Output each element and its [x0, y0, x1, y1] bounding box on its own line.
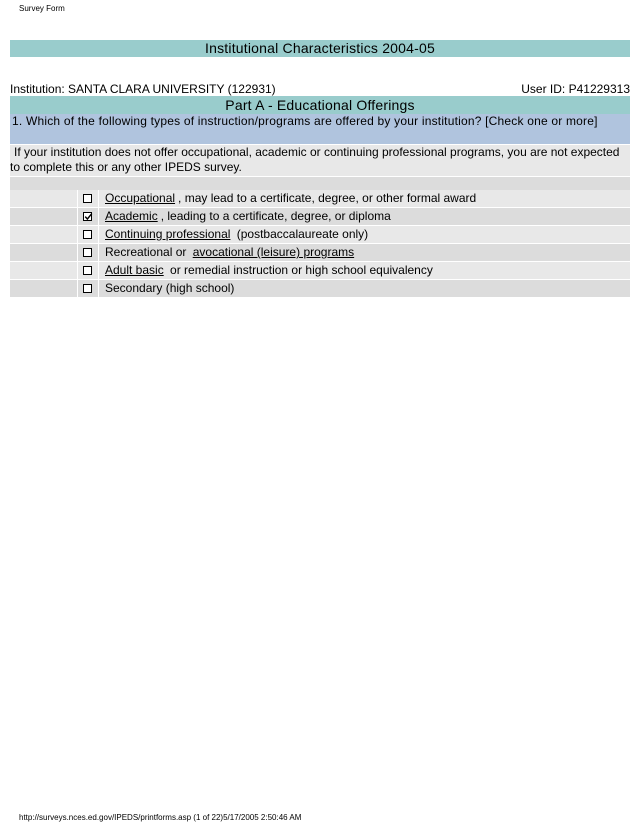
option-row-occupational — [10, 190, 630, 207]
academic-link[interactable]: Academic — [105, 209, 158, 223]
option-row-secondary — [10, 280, 630, 297]
option-text: Secondary (high school) — [105, 281, 235, 295]
checkbox-recreational[interactable] — [83, 248, 92, 257]
option-row-academic — [10, 208, 630, 225]
option-row-continuing-professional — [10, 226, 630, 243]
footer-url: http://surveys.nces.ed.gov/IPEDS/printforms.asp (1 of 22)5/17/2005 2:50:46 AM — [19, 813, 302, 822]
checkbox-occupational[interactable] — [83, 194, 92, 203]
spacer-row — [10, 177, 630, 190]
option-row-recreational — [10, 244, 630, 261]
option-text: Recreational or — [105, 245, 190, 259]
option-text: , may lead to a certificate, degree, or other formal award — [178, 191, 477, 205]
continuing-professional-link[interactable]: Continuing professional — [105, 227, 231, 241]
option-text: , leading to a certificate, degree, or diploma — [160, 209, 391, 223]
survey-note — [10, 145, 630, 176]
checkbox-continuing-professional[interactable] — [83, 230, 92, 239]
checkbox-academic[interactable] — [83, 212, 92, 221]
checkbox-adult-basic[interactable] — [83, 266, 92, 275]
question-text — [10, 114, 630, 144]
form-title: Institutional Characteristics 2004-05 — [10, 40, 630, 57]
option-text: (postbaccalaureate only) — [233, 227, 369, 241]
institution-line — [10, 82, 630, 96]
note-text: If your institution does not offer occupational, academic or continuing professional programs, you are not expected to complete this or any other IPEDS survey. — [10, 145, 620, 174]
user-id-label: User ID: P41229313 — [521, 82, 630, 96]
adult-basic-link[interactable]: Adult basic — [105, 263, 164, 277]
avocational-link[interactable]: avocational (leisure) programs — [192, 245, 355, 259]
browser-title: Survey Form — [19, 4, 65, 13]
part-title: Part A - Educational Offerings — [10, 96, 630, 114]
institution-label: Institution: SANTA CLARA UNIVERSITY (122931) — [10, 82, 276, 96]
checkmark-icon — [84, 212, 93, 221]
options-table — [10, 190, 630, 298]
occupational-link[interactable]: Occupational — [105, 191, 176, 205]
option-text: or remedial instruction or high school equivalency — [166, 263, 433, 277]
option-row-adult-basic — [10, 262, 630, 279]
checkbox-secondary[interactable] — [83, 284, 92, 293]
question-label: 1. Which of the following types of instruction/programs are offered by your institution? [Check one or more] — [12, 114, 598, 128]
